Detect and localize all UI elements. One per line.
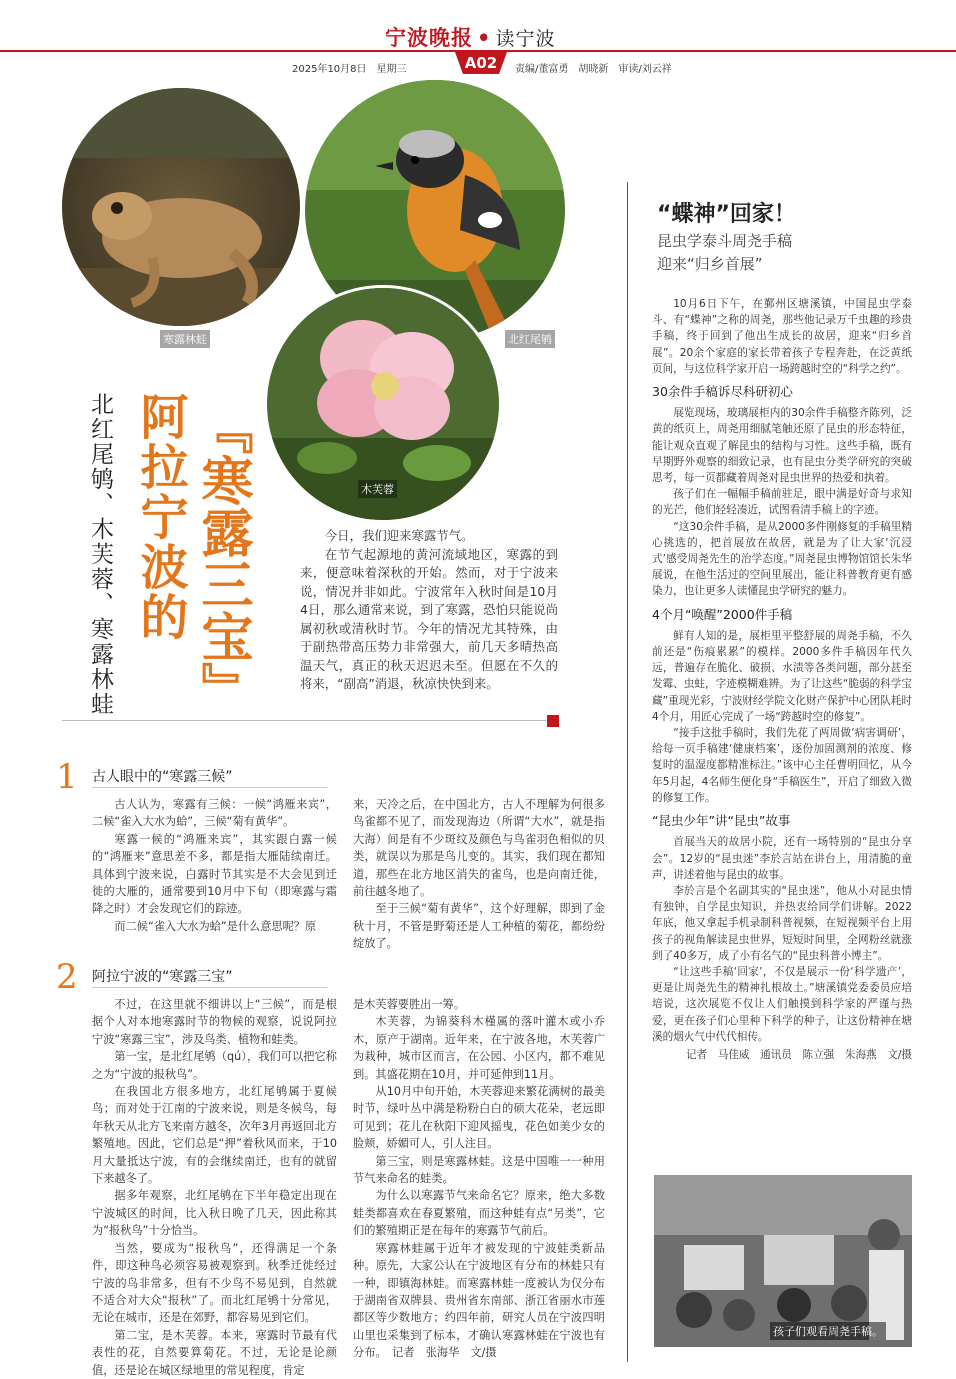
section-2-col1	[92, 996, 337, 1379]
children-photo-caption: 孩子们观看周尧手稿。	[770, 1322, 886, 1340]
paragraph: 李於言是个名副其实的“昆虫迷”，他从小对昆虫情有独钟，自学昆虫知识，并热衷给同学们讲解。2022年底，他又拿起手机录制科普视频，在短视频平台上用孩子的视角解读昆虫世界，短短时间里，全网粉丝就涨到了40多万，成了小有名气的“昆虫科普小博主”。	[652, 884, 912, 962]
right-subhead-2: 4个月“唤醒”2000件手稿	[652, 606, 793, 622]
right-article-title: “蝶神”回家！	[657, 202, 796, 227]
section-1-number: 1	[56, 757, 78, 797]
intro-text	[300, 527, 558, 694]
paragraph: 在我国北方很多地方，北红尾鸲属于夏候鸟；而对处于江南的宁波来说，则是冬候鸟，每年秋天从北方飞来南方越冬，次年3月再返回北方繁殖地。因此，它们总是“押”着秋风而来，于10月大量抵达宁波，有的会继续南迁，也有的就留下来越冬了。	[92, 1085, 337, 1186]
section-2-number: 2	[56, 957, 78, 997]
main-title-part1: 阿拉宁波的	[132, 392, 188, 642]
frog-image	[62, 88, 300, 326]
main-title-part2: 『寒露三宝』	[192, 402, 252, 714]
paragraph: “这30余件手稿，是从2000多件刚修复的手稿里精心挑选的，把首展放在故居，就是为了让大家‘沉浸式’感受周尧先生的治学态度。”周尧昆虫博物馆馆长朱华展说，在他生活过的空间里展出，能让科普教育更有感染力，也让更多人读懂昆虫学研究的魅力。	[652, 520, 912, 598]
newspaper-name: 宁波晚报	[385, 25, 473, 50]
paragraph: 从10月中旬开始，木芙蓉迎来繁花满树的最美时节，绿叶丛中满是粉粉白白的硕大花朵，老远即可见到；花儿在秋阳下迎风摇曳，花色如美少女的脸颊，娇媚可人，引人注目。	[353, 1085, 605, 1151]
section-1-rule	[92, 787, 327, 788]
paragraph: 至于三候“菊有黄华”，这个好理解，即到了金秋十月，不管是野菊还是人工种植的菊花，都纷纷绽放了。	[353, 902, 605, 951]
right-subhead-1: 30余件手稿诉尽科研初心	[652, 384, 793, 400]
paragraph: 不过，在这里就不细讲以上“三候”，而是根据个人对本地寒露时节的物候的观察，说说阿拉宁波“寒露三宝”，涉及鸟类、植物和蛙类。	[92, 998, 337, 1046]
right-article-subtitle-1: 昆虫学泰斗周尧手稿	[657, 232, 793, 250]
paragraph: “让这些手稿‘回家’，不仅是展示一份‘科学遗产’，更是让周尧先生的精神扎根故土。”塘溪镇党委委员应培培说，这次展览不仅让人们触摸到科学家的严谨与热爱，更在孩子们心里种下科学的种子，让这份精神在塘溪的烟火气中代代相传。	[652, 965, 912, 1043]
paragraph: 当然，要成为“报秋鸟”，还得满足一个条件，即这种鸟必须容易被观察到。秋季迁徙经过宁波的鸟非常多，但有不少鸟不易见到，自然就不适合对大众“报秋”了。而北红尾鸲十分常见，无论在城市，还是在郊野，都容易见到它们。	[92, 1241, 337, 1325]
paragraph: 首展当天的故居小院，还有一场特别的“昆虫分享会”。12岁的“昆虫迷”李於言站在讲台上，用清脆的童声，讲述着他与昆虫的故事。	[652, 836, 912, 881]
paragraph: 古人认为，寒露有三候：一候“鸿雁来宾”，二候“雀入大水为蛤”，三候“菊有黄华”。	[92, 798, 337, 829]
paragraph: 孩子们在一幅幅手稿前驻足，眼中满是好奇与求知的光芒，他们轻轻凑近，试图看清手稿上的字迹。	[652, 488, 912, 517]
right-byline: 记者 马佳威 通讯员 陈立强 朱海燕 文/摄	[685, 1048, 912, 1061]
paragraph: 展览现场，玻璃展柜内的30余件手稿整齐陈列，泛黄的纸页上，周尧用细腻笔触还原了昆虫的形态特征，能让观众直观了解昆虫的结构与习性。这些手稿，既有早期野外观察的细致记录，也有昆虫分类学研究的突破思考，每一页都藏着周尧对昆虫世界的热爱和执着。	[652, 407, 912, 485]
masthead	[385, 22, 555, 52]
paragraph: 第二宝，是木芙蓉。本来，寒露时节最有代表性的花，自然要算菊花。不过，无论是论颜值，还是论在城区绿地里的常见程度，肯定	[92, 1328, 337, 1377]
page-number: A02	[464, 54, 498, 72]
right-article-body	[652, 296, 912, 1063]
intro-end-mark	[547, 715, 559, 727]
editors-line: 责编/董富勇 胡晓新 审读/刘云祥	[515, 64, 672, 75]
paragraph: 第三宝，则是寒露林蛙。这是中国唯一一种用节气来命名的蛙类。	[353, 1154, 605, 1186]
section-2-title: 阿拉宁波的“寒露三宝”	[92, 969, 233, 985]
right-subhead-3: “昆虫少年”讲“昆虫”故事	[652, 813, 791, 829]
frog-photo	[62, 88, 300, 326]
flower-caption: 木芙蓉	[358, 480, 397, 498]
right-article-subtitle-2: 迎来“归乡首展”	[657, 255, 763, 273]
section-name: 读宁波	[495, 28, 556, 50]
main-subtitle: 北红尾鸲、木芙蓉、寒露林蛙	[87, 392, 113, 717]
paragraph: 第一宝，是北红尾鸲（qú），我们可以把它称之为“宁波的报秋鸟”。	[92, 1050, 337, 1081]
paragraph: 是木芙蓉要胜出一筹。	[353, 998, 465, 1011]
intro-para: 在节气起源地的黄河流域地区，寒露的到来，便意味着深秋的开始。然而，对于宁波来说，情况并非如此。宁波常年入秋时间是10月4日，那么通常来说，到了寒露，恐怕只能说尚属初秋或清秋时节。今年的情况尤其特殊，由于副热带高压势力非常强大，前几天多晴热高温天气，真正的秋天迟迟未至。但愿在不久的将来，“副高”消退，秋凉快快到来。	[300, 546, 558, 691]
paragraph: “接手这批手稿时，我们先花了两周做‘病害调研’，给每一页手稿建‘健康档案’，逐份加固测剂的浓度、修复时的温湿度都精准标注。”该中心主任曹明回忆，从今年5月起，4名师生便化身“手稿医生”，开启了细致入微的修复工作。	[652, 727, 912, 804]
page-number-tab	[455, 52, 507, 76]
paragraph: 而二候“雀入大水为蛤”是什么意思呢？原	[114, 919, 317, 933]
paragraph: 寒露一候的“鸿雁来宾”，其实跟白露一候的“鸿雁来”意思差不多，都是指大雁陆续南迁。具体到宁波来说，白露时节其实是不大会见到迁徙的大雁的，通常要到10月中下旬（即寒露与霜降之时）才会发现它们的踪迹。	[92, 832, 337, 916]
intro-para: 今日，我们迎来寒露节气。	[324, 528, 474, 543]
separator-dot: •	[477, 25, 492, 50]
frog-caption: 寒露林蛙	[160, 330, 210, 348]
column-divider	[627, 182, 628, 1362]
intro-divider	[62, 720, 546, 721]
section-1-col2	[353, 796, 605, 953]
section-1-title: 古人眼中的“寒露三候”	[92, 769, 233, 785]
paragraph: 寒露林蛙属于近年才被发现的宁波蛙类新品种。原先，大家公认在宁波地区有分布的林蛙只有一种，即镇海林蛙。而寒露林蛙一度被认为仅分布于湖南省双牌县、贵州省东南部、浙江省丽水市莲都区等少数地方；约四年前，研究人员在宁波四明山里也采集到了标本，才确认寒露林蛙在宁波也有分布。 记者 张海华 文/摄	[353, 1241, 605, 1360]
paragraph: 鲜有人知的是，展柜里平整舒展的周尧手稿，不久前还是“伤痕累累”的模样。2000多件手稿因年代久远，普遍存在脆化、破损、水渍等各类问题，部分甚至发霉、虫蛀，字迹模糊难辨。为了让这些“脆弱的科学宝藏”重现光彩，宁波财经学院文化财产保护中心团队耗时4个月，用匠心完成了一场“跨越时空的修复”。	[652, 629, 912, 723]
paragraph: 来，天冷之后，在中国北方，古人不理解为何很多鸟雀都不见了，而发现海边（所谓“大水”，就是指大海）间是有不少斑纹及颜色与鸟雀羽色相似的贝类，就误以为那是鸟儿变的。其实，我们现在都知道，那些在北方地区消失的雀鸟，也是向南迁徙，前往越冬地了。	[353, 798, 605, 899]
section-2-col2	[353, 996, 605, 1362]
section-1-col1	[92, 796, 337, 935]
section-2-rule	[92, 987, 327, 988]
date-line: 2025年10月8日 星期三	[292, 64, 407, 75]
paragraph: 木芙蓉，为锦葵科木槿属的落叶灌木或小乔木，原产于湖南。近年来，在宁波各地，木芙蓉广为栽种，城市区而言，在公园、小区内，都不难见到。其盛花期在10月，并可延伸到11月。	[353, 1015, 605, 1081]
paragraph: 10月6日下午，在鄞州区塘溪镇，中国昆虫学泰斗、有“蝶神”之称的周尧，那些他记录万千虫趣的珍贵手稿，终于回到了他出生成长的故居，迎来“归乡首展”。20余个家庭的家长带着孩子专程奔赴，在泛黄纸页间，与这位科学家开启一场跨越时空的“科学之约”。	[652, 298, 912, 375]
paragraph: 为什么以寒露节气来命名它？原来，绝大多数蛙类都喜欢在春夏繁殖，而这种蛙有点“另类”，它们的繁殖期正是在每年的寒露节气前后。	[353, 1189, 605, 1238]
paragraph: 据多年观察，北红尾鸲在下半年稳定出现在宁波城区的时间，比入秋日晚了几天，因此称其为“报秋鸟”十分恰当。	[92, 1189, 337, 1238]
bird-caption: 北红尾鸲	[505, 330, 555, 348]
